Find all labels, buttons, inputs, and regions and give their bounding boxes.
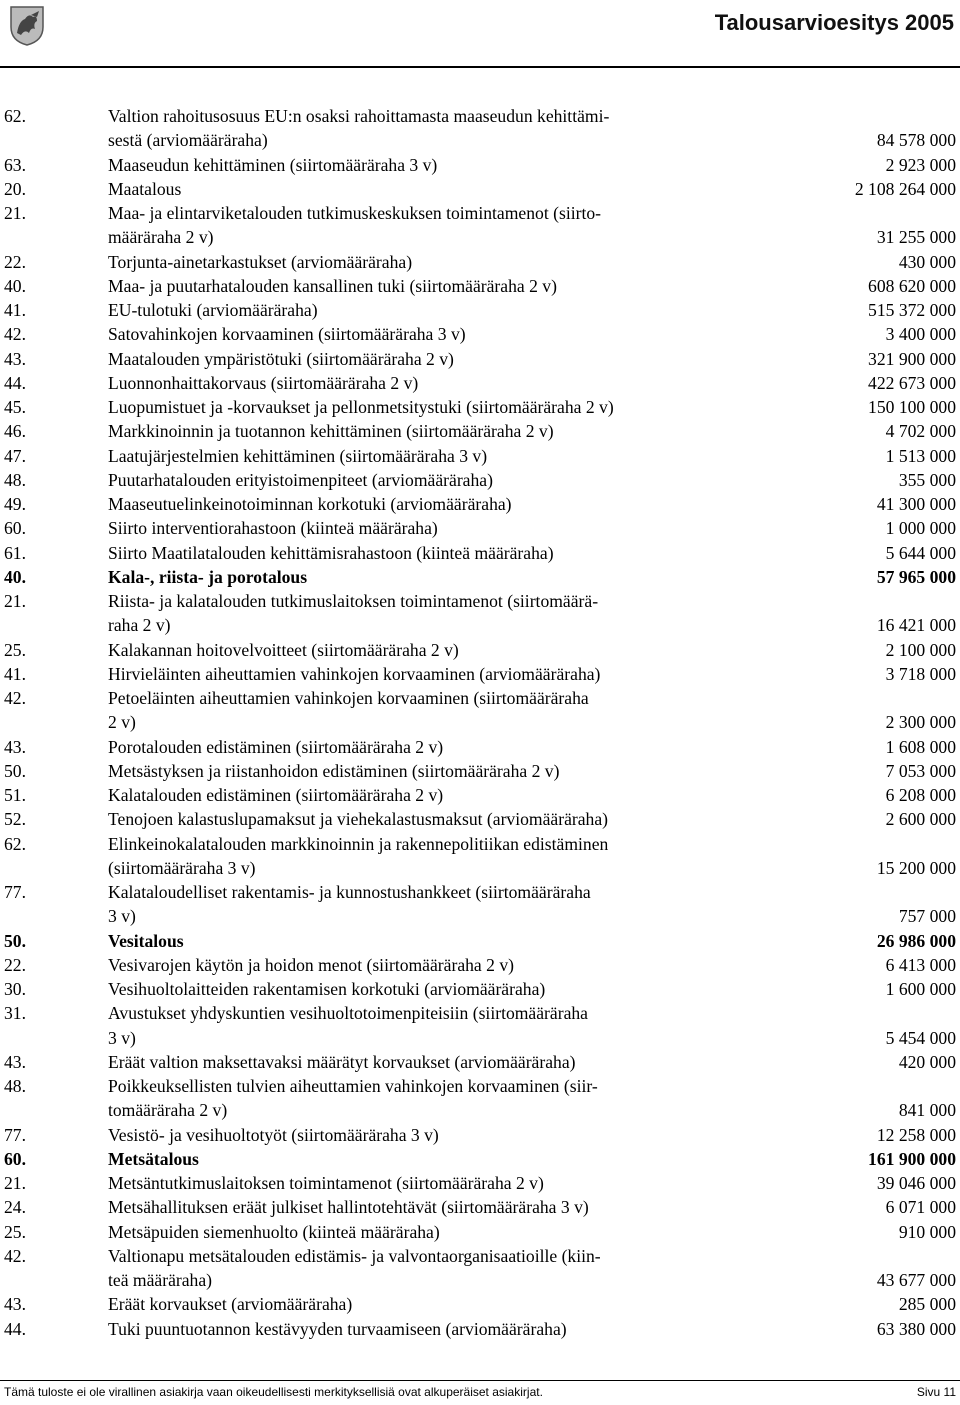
item-description: Tuki puuntuotannon kestävyyden turvaamiseen (arviomääräraha) bbox=[108, 1318, 567, 1339]
item-description: Maa- ja puutarhatalouden kansallinen tuki (siirtomääräraha 2 v) bbox=[108, 275, 557, 296]
budget-row bbox=[0, 977, 960, 1001]
item-description: Eräät valtion maksettavaksi määrätyt korvaukset (arviomääräraha) bbox=[108, 1051, 576, 1072]
budget-row bbox=[0, 516, 960, 540]
budget-row-line bbox=[0, 225, 960, 249]
item-description: Metsästyksen ja riistanhoidon edistäminen (siirtomääräraha 2 v) bbox=[108, 760, 560, 781]
budget-row-line bbox=[0, 347, 960, 371]
item-number: 21. bbox=[4, 591, 26, 611]
budget-row bbox=[0, 880, 960, 929]
item-description: Siirto interventiorahastoon (kiinteä määräraha) bbox=[108, 518, 438, 539]
item-description: 3 v) bbox=[108, 1027, 136, 1048]
budget-row bbox=[0, 177, 960, 201]
item-number: 43. bbox=[4, 1051, 26, 1072]
item-description: teä määräraha) bbox=[108, 1270, 213, 1290]
item-number: 51. bbox=[4, 785, 26, 805]
item-amount: 161 900 000 bbox=[868, 1148, 956, 1169]
item-description: 2 v) bbox=[108, 712, 136, 733]
budget-row-line bbox=[0, 1292, 960, 1316]
item-number: 48. bbox=[4, 469, 26, 490]
item-number: 42. bbox=[4, 1245, 26, 1266]
budget-row-line bbox=[0, 153, 960, 177]
budget-row-line bbox=[0, 735, 960, 759]
budget-row bbox=[0, 322, 960, 346]
item-number: 60. bbox=[4, 1148, 26, 1169]
budget-row-line bbox=[0, 977, 960, 1001]
budget-row-line bbox=[0, 783, 960, 807]
page-header bbox=[0, 0, 960, 52]
budget-row-line bbox=[0, 686, 960, 710]
item-description: Poikkeuksellisten tulvien aiheuttamien vahinkojen korvaaminen (siir- bbox=[108, 1076, 598, 1096]
item-number: 22. bbox=[4, 251, 26, 272]
budget-row bbox=[0, 1171, 960, 1195]
budget-row-line bbox=[0, 177, 960, 201]
item-description: Torjunta-ainetarkastukset (arviomääräraha) bbox=[108, 251, 413, 272]
coat-of-arms-icon bbox=[5, 3, 49, 47]
budget-row-line bbox=[0, 662, 960, 686]
item-description: Vesitalous bbox=[108, 930, 184, 951]
budget-row-line bbox=[0, 444, 960, 468]
budget-row-line bbox=[0, 1123, 960, 1147]
budget-row-line bbox=[0, 1074, 960, 1098]
budget-row bbox=[0, 419, 960, 443]
budget-row-line bbox=[0, 613, 960, 637]
document-title: Talousarvioesitys 2005 bbox=[714, 10, 954, 35]
budget-row-line bbox=[0, 128, 960, 152]
item-description: Metsäntutkimuslaitoksen toimintamenot (siirtomääräraha 2 v) bbox=[108, 1173, 544, 1193]
item-amount: 422 673 000 bbox=[868, 372, 956, 393]
budget-row-line bbox=[0, 371, 960, 395]
item-amount: 355 000 bbox=[898, 469, 956, 490]
item-description: Kalataloudelliset rakentamis- ja kunnostushankkeet (siirtomääräraha bbox=[108, 882, 591, 902]
budget-row bbox=[0, 201, 960, 250]
item-description: Satovahinkojen korvaaminen (siirtomääräraha 3 v) bbox=[108, 324, 466, 345]
item-description: Elinkeinokalatalouden markkinoinnin ja rakennepolitiikan edistäminen bbox=[108, 833, 609, 854]
item-description: Maatalous bbox=[108, 178, 182, 199]
budget-row-line bbox=[0, 492, 960, 516]
budget-row bbox=[0, 759, 960, 783]
item-amount: 84 578 000 bbox=[876, 130, 956, 151]
item-description: Eräät korvaukset (arviomääräraha) bbox=[108, 1294, 353, 1315]
item-number: 44. bbox=[4, 372, 26, 393]
budget-row-line bbox=[0, 1195, 960, 1219]
item-amount: 4 702 000 bbox=[885, 421, 956, 442]
budget-row-line bbox=[0, 1026, 960, 1050]
item-amount: 515 372 000 bbox=[868, 300, 956, 320]
budget-row bbox=[0, 1195, 960, 1219]
item-amount: 285 000 bbox=[898, 1294, 956, 1315]
budget-section-row bbox=[0, 1147, 960, 1171]
budget-row bbox=[0, 541, 960, 565]
budget-row-line bbox=[0, 395, 960, 419]
budget-row-line bbox=[0, 565, 960, 589]
item-number: 63. bbox=[4, 154, 26, 175]
item-amount: 910 000 bbox=[898, 1221, 956, 1242]
item-amount: 757 000 bbox=[898, 906, 956, 927]
budget-row-line bbox=[0, 1317, 960, 1341]
item-amount: 420 000 bbox=[898, 1051, 956, 1072]
budget-row bbox=[0, 1001, 960, 1050]
item-number: 43. bbox=[4, 348, 26, 369]
budget-row-line bbox=[0, 201, 960, 225]
item-description: Hirvieläinten aiheuttamien vahinkojen korvaaminen (arviomääräraha) bbox=[108, 663, 601, 684]
item-amount: 430 000 bbox=[898, 251, 956, 272]
item-description: Vesivarojen käytön ja hoidon menot (siirtomääräraha 2 v) bbox=[108, 954, 514, 975]
budget-row-line bbox=[0, 1268, 960, 1292]
item-number: 43. bbox=[4, 1294, 26, 1315]
item-description: Valtion rahoitusosuus EU:n osaksi rahoittamasta maaseudun kehittämi- bbox=[108, 106, 610, 126]
budget-row-line bbox=[0, 516, 960, 540]
budget-row bbox=[0, 104, 960, 153]
item-description: Vesistö- ja vesihuoltotyöt (siirtomääräraha 3 v) bbox=[108, 1124, 439, 1145]
item-number: 62. bbox=[4, 833, 26, 854]
item-amount: 841 000 bbox=[898, 1100, 956, 1121]
item-amount: 15 200 000 bbox=[876, 857, 956, 878]
item-number: 30. bbox=[4, 979, 26, 999]
budget-row-line bbox=[0, 1147, 960, 1171]
budget-row-line bbox=[0, 104, 960, 128]
budget-row-line bbox=[0, 904, 960, 928]
item-amount: 1 513 000 bbox=[885, 445, 956, 466]
budget-row bbox=[0, 468, 960, 492]
budget-row bbox=[0, 1220, 960, 1244]
item-amount: 12 258 000 bbox=[876, 1124, 956, 1145]
item-amount: 3 400 000 bbox=[885, 324, 956, 345]
item-number: 77. bbox=[4, 1124, 26, 1145]
budget-row-line bbox=[0, 250, 960, 274]
item-description: Metsähallituksen eräät julkiset hallintotehtävät (siirtomääräraha 3 v) bbox=[108, 1197, 589, 1218]
budget-row-line bbox=[0, 274, 960, 298]
budget-row bbox=[0, 395, 960, 419]
budget-row-line bbox=[0, 589, 960, 613]
item-number: 52. bbox=[4, 809, 26, 830]
item-amount: 6 208 000 bbox=[885, 785, 956, 805]
item-number: 42. bbox=[4, 688, 26, 708]
budget-row bbox=[0, 832, 960, 881]
budget-row-line bbox=[0, 1001, 960, 1025]
budget-row-line bbox=[0, 1220, 960, 1244]
item-number: 42. bbox=[4, 324, 26, 345]
item-amount: 150 100 000 bbox=[868, 397, 956, 417]
budget-row-line bbox=[0, 1171, 960, 1195]
item-number: 25. bbox=[4, 1221, 26, 1242]
footer-rule bbox=[0, 1380, 960, 1381]
budget-row-line bbox=[0, 419, 960, 443]
item-number: 21. bbox=[4, 203, 26, 223]
item-description: Laatujärjestelmien kehittäminen (siirtomääräraha 3 v) bbox=[108, 445, 488, 466]
budget-row-line bbox=[0, 298, 960, 322]
item-description: Kala-, riista- ja porotalous bbox=[108, 566, 308, 587]
item-number: 60. bbox=[4, 518, 26, 539]
budget-row bbox=[0, 274, 960, 298]
item-description: Petoeläinten aiheuttamien vahinkojen korvaaminen (siirtomääräraha bbox=[108, 688, 589, 708]
item-number: 62. bbox=[4, 106, 26, 126]
item-number: 31. bbox=[4, 1003, 26, 1024]
budget-row bbox=[0, 638, 960, 662]
item-amount: 1 608 000 bbox=[885, 736, 956, 757]
item-description: tomääräraha 2 v) bbox=[108, 1100, 228, 1121]
item-number: 25. bbox=[4, 639, 26, 660]
item-amount: 31 255 000 bbox=[876, 227, 956, 248]
item-description: Avustukset yhdyskuntien vesihuoltotoimenpiteisiin (siirtomääräraha bbox=[108, 1003, 588, 1024]
item-description: Markkinoinnin ja tuotannon kehittäminen (siirtomääräraha 2 v) bbox=[108, 421, 554, 442]
item-description: Siirto Maatilatalouden kehittämisrahastoon (kiinteä määräraha) bbox=[108, 542, 554, 563]
item-number: 40. bbox=[4, 275, 26, 296]
item-description: Luopumistuet ja -korvaukset ja pellonmetsitystuki (siirtomääräraha 2 v) bbox=[108, 397, 614, 417]
item-amount: 2 600 000 bbox=[885, 809, 956, 830]
item-amount: 43 677 000 bbox=[876, 1270, 956, 1290]
item-number: 41. bbox=[4, 300, 26, 320]
budget-row bbox=[0, 735, 960, 759]
item-amount: 39 046 000 bbox=[876, 1173, 956, 1193]
item-amount: 6 071 000 bbox=[885, 1197, 956, 1218]
budget-row bbox=[0, 444, 960, 468]
item-number: 50. bbox=[4, 760, 26, 781]
footer-disclaimer: Tämä tuloste ei ole virallinen asiakirja vaan oikeudellisesti merkityksellisiä ovat alkuperäiset asiakirjat. bbox=[4, 1385, 543, 1399]
item-amount: 5 454 000 bbox=[885, 1027, 956, 1048]
item-description: sestä (arviomääräraha) bbox=[108, 130, 268, 151]
item-number: 21. bbox=[4, 1173, 26, 1193]
budget-row bbox=[0, 953, 960, 977]
budget-row bbox=[0, 1074, 960, 1123]
budget-row-line bbox=[0, 1050, 960, 1074]
budget-row bbox=[0, 1317, 960, 1341]
item-description: Maaseudun kehittäminen (siirtomääräraha 3 v) bbox=[108, 154, 438, 175]
page-footer bbox=[0, 1385, 960, 1403]
budget-row bbox=[0, 1123, 960, 1147]
item-amount: 2 108 264 000 bbox=[854, 178, 956, 199]
item-description: Maaseutuelinkeinotoiminnan korkotuki (arviomääräraha) bbox=[108, 494, 512, 514]
item-number: 49. bbox=[4, 494, 26, 514]
budget-row bbox=[0, 298, 960, 322]
budget-row bbox=[0, 250, 960, 274]
item-number: 44. bbox=[4, 1318, 26, 1339]
item-amount: 63 380 000 bbox=[876, 1318, 956, 1339]
item-description: 3 v) bbox=[108, 906, 136, 927]
item-amount: 6 413 000 bbox=[885, 954, 956, 975]
budget-row bbox=[0, 1050, 960, 1074]
item-description: Porotalouden edistäminen (siirtomääräraha 2 v) bbox=[108, 736, 444, 757]
item-description: Metsätalous bbox=[108, 1148, 199, 1169]
item-number: 46. bbox=[4, 421, 26, 442]
budget-row-line bbox=[0, 807, 960, 831]
item-description: Vesihuoltolaitteiden rakentamisen korkotuki (arviomääräraha) bbox=[108, 979, 546, 999]
header-rule bbox=[0, 66, 960, 68]
item-description: Riista- ja kalatalouden tutkimuslaitoksen toimintamenot (siirtomäärä- bbox=[108, 591, 599, 611]
budget-row-line bbox=[0, 541, 960, 565]
item-description: raha 2 v) bbox=[108, 615, 171, 636]
budget-row bbox=[0, 662, 960, 686]
item-amount: 5 644 000 bbox=[885, 542, 956, 563]
budget-row-line bbox=[0, 1244, 960, 1268]
item-description: Tenojoen kalastuslupamaksut ja viehekalastusmaksut (arviomääräraha) bbox=[108, 809, 609, 830]
item-description: Valtionapu metsätalouden edistämis- ja valvontaorganisaatioille (kiin- bbox=[108, 1245, 601, 1266]
budget-row bbox=[0, 783, 960, 807]
item-amount: 608 620 000 bbox=[868, 275, 956, 296]
item-number: 22. bbox=[4, 954, 26, 975]
item-amount: 2 100 000 bbox=[885, 639, 956, 660]
budget-row-line bbox=[0, 953, 960, 977]
item-amount: 57 965 000 bbox=[876, 566, 956, 587]
item-number: 24. bbox=[4, 1197, 26, 1218]
item-number: 61. bbox=[4, 542, 26, 563]
item-description: Metsäpuiden siemenhuolto (kiinteä määräraha) bbox=[108, 1221, 440, 1242]
item-description: Puutarhatalouden erityistoimenpiteet (arviomääräraha) bbox=[108, 469, 493, 490]
item-number: 77. bbox=[4, 882, 26, 902]
budget-row bbox=[0, 371, 960, 395]
budget-row bbox=[0, 1292, 960, 1316]
budget-row-line bbox=[0, 468, 960, 492]
item-number: 40. bbox=[4, 566, 26, 587]
budget-row bbox=[0, 347, 960, 371]
budget-row bbox=[0, 686, 960, 735]
budget-row bbox=[0, 492, 960, 516]
item-number: 20. bbox=[4, 178, 26, 199]
budget-section-row bbox=[0, 929, 960, 953]
item-description: määräraha 2 v) bbox=[108, 227, 214, 248]
item-amount: 3 718 000 bbox=[885, 663, 956, 684]
item-amount: 1 000 000 bbox=[885, 518, 956, 539]
budget-row-line bbox=[0, 759, 960, 783]
budget-row-line bbox=[0, 929, 960, 953]
budget-row-line bbox=[0, 856, 960, 880]
budget-row-line bbox=[0, 710, 960, 734]
item-number: 48. bbox=[4, 1076, 26, 1096]
item-description: (siirtomääräraha 3 v) bbox=[108, 857, 256, 878]
item-amount: 1 600 000 bbox=[885, 979, 956, 999]
item-number: 47. bbox=[4, 445, 26, 466]
item-amount: 321 900 000 bbox=[868, 348, 956, 369]
item-amount: 7 053 000 bbox=[885, 760, 956, 781]
item-amount: 16 421 000 bbox=[876, 615, 956, 636]
item-number: 45. bbox=[4, 397, 26, 417]
item-description: Kalatalouden edistäminen (siirtomääräraha 2 v) bbox=[108, 785, 444, 805]
budget-row-line bbox=[0, 832, 960, 856]
budget-row-line bbox=[0, 1098, 960, 1122]
item-description: Kalakannan hoitovelvoitteet (siirtomääräraha 2 v) bbox=[108, 639, 459, 660]
budget-section-row bbox=[0, 565, 960, 589]
budget-row-line bbox=[0, 322, 960, 346]
item-description: EU-tulotuki (arviomääräraha) bbox=[108, 300, 318, 320]
item-description: Luonnonhaittakorvaus (siirtomääräraha 2 v) bbox=[108, 372, 419, 393]
item-number: 41. bbox=[4, 663, 26, 684]
item-amount: 2 300 000 bbox=[885, 712, 956, 733]
item-amount: 41 300 000 bbox=[876, 494, 956, 514]
item-amount: 2 923 000 bbox=[885, 154, 956, 175]
item-amount: 26 986 000 bbox=[876, 930, 956, 951]
budget-row-line bbox=[0, 880, 960, 904]
item-description: Maatalouden ympäristötuki (siirtomääräraha 2 v) bbox=[108, 348, 454, 369]
budget-row bbox=[0, 153, 960, 177]
budget-row bbox=[0, 1244, 960, 1293]
budget-row bbox=[0, 807, 960, 831]
page-number: Sivu 11 bbox=[916, 1385, 956, 1399]
budget-row-line bbox=[0, 638, 960, 662]
budget-row bbox=[0, 589, 960, 638]
item-number: 43. bbox=[4, 736, 26, 757]
item-description: Maa- ja elintarviketalouden tutkimuskeskuksen toimintamenot (siirto- bbox=[108, 203, 602, 223]
budget-list bbox=[0, 104, 960, 1341]
item-number: 50. bbox=[4, 930, 26, 951]
